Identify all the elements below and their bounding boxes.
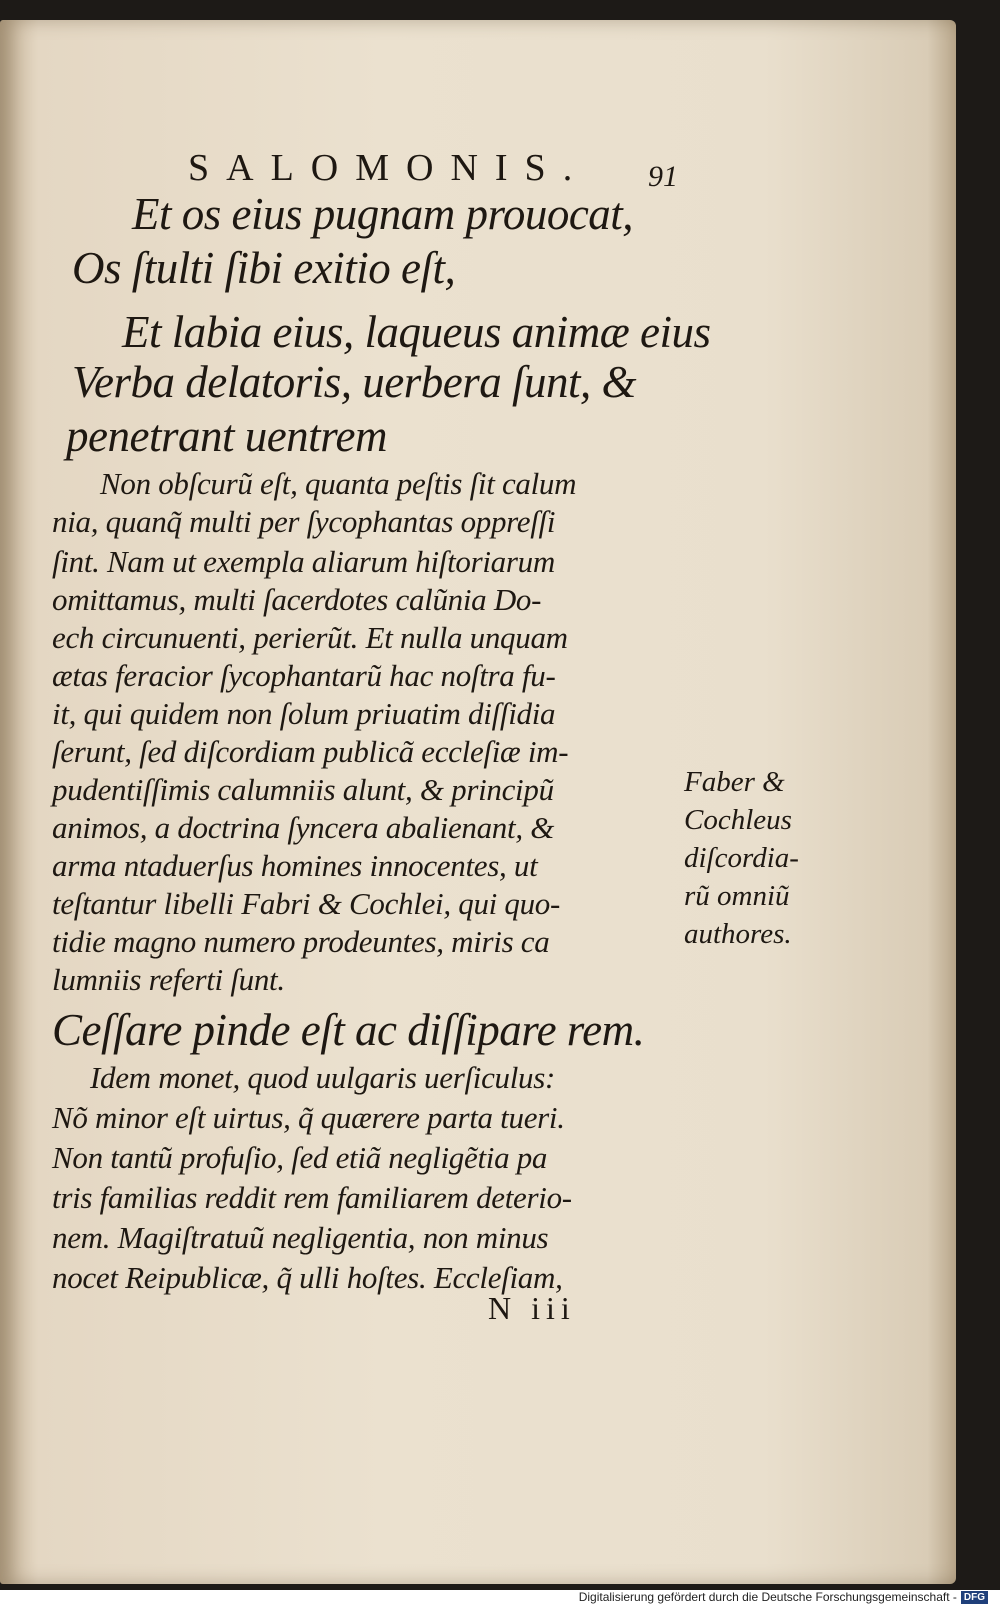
commentary-line: tris familias reddit rem familiarem deterio-: [52, 1180, 572, 1215]
verse-line: penetrant uentrem: [66, 411, 388, 461]
commentary-line: nia, quanq̃ multi per ſycophantas oppreſſi: [52, 504, 556, 539]
commentary-line: animos, a doctrina ſyncera abalienant, &: [52, 810, 555, 845]
commentary-line: nem. Magiſtratuũ negligentia, non minus: [52, 1220, 549, 1255]
page-number: 91: [648, 160, 678, 193]
commentary-line: Non obſcurũ eſt, quanta peſtis ſit calum: [100, 466, 577, 501]
commentary-line: Nõ minor eſt uirtus, q̃ quærere parta tueri.: [52, 1100, 565, 1135]
commentary-line: tidie magno numero prodeuntes, miris ca: [52, 924, 550, 959]
marginal-note: diſcordia-: [684, 842, 799, 874]
commentary-line: ætas feracior ſycophantarũ hac noſtra fu-: [52, 658, 556, 693]
footer-text: Digitalisierung gefördert durch die Deutsche Forschungsgemeinschaft -: [578, 1590, 957, 1604]
marginal-note: Cochleus: [684, 804, 792, 836]
verse-line: Ceſſare pinde eſt ac diſſipare rem.: [52, 1005, 645, 1055]
digitization-footer: [579, 1590, 988, 1604]
dfg-logo: DFG: [961, 1591, 988, 1604]
signature-mark: N iii: [488, 1290, 576, 1326]
marginal-note: rũ omniũ: [684, 880, 790, 912]
commentary-line: nocet Reipublicæ, q̃ ulli hoſtes. Eccleſiam,: [52, 1260, 563, 1295]
commentary-line: teſtantur libelli Fabri & Cochlei, qui quo-: [52, 886, 561, 921]
running-header: SALOMONIS.: [188, 147, 590, 189]
book-page: [0, 20, 956, 1584]
commentary-line: Non tantũ profuſio, ſed etiã negligẽtia pa: [52, 1140, 548, 1175]
marginal-note: Faber &: [684, 766, 785, 798]
commentary-line: ech circunuenti, perierũt. Et nulla unquam: [52, 620, 568, 655]
commentary-line: arma ntaduerſus homines innocentes, ut: [52, 848, 538, 883]
commentary-line: omittamus, multi ſacerdotes calũnia Do-: [52, 582, 542, 617]
verse-line: Verba delatoris, uerbera ſunt, &: [72, 357, 636, 407]
verse-line: Et os eius pugnam prouocat,: [132, 189, 634, 239]
commentary-line: ſint. Nam ut exempla aliarum hiſtoriarum: [52, 544, 555, 579]
commentary-line: lumniis referti ſunt.: [52, 962, 285, 997]
commentary-line: it, qui quidem non ſolum priuatim diſſidia: [52, 696, 556, 731]
marginal-note: authores.: [684, 918, 792, 950]
commentary-line: pudentiſſimis calumniis alunt, & principũ: [52, 772, 554, 807]
verse-line: Et labia eius, laqueus animæ eius: [122, 307, 711, 357]
commentary-line: Idem monet, quod uulgaris uerſiculus:: [90, 1060, 556, 1095]
commentary-line: ſerunt, ſed diſcordiam publicã eccleſiæ im-: [52, 734, 569, 769]
verse-line: Os ſtulti ſibi exitio eſt,: [72, 243, 456, 293]
